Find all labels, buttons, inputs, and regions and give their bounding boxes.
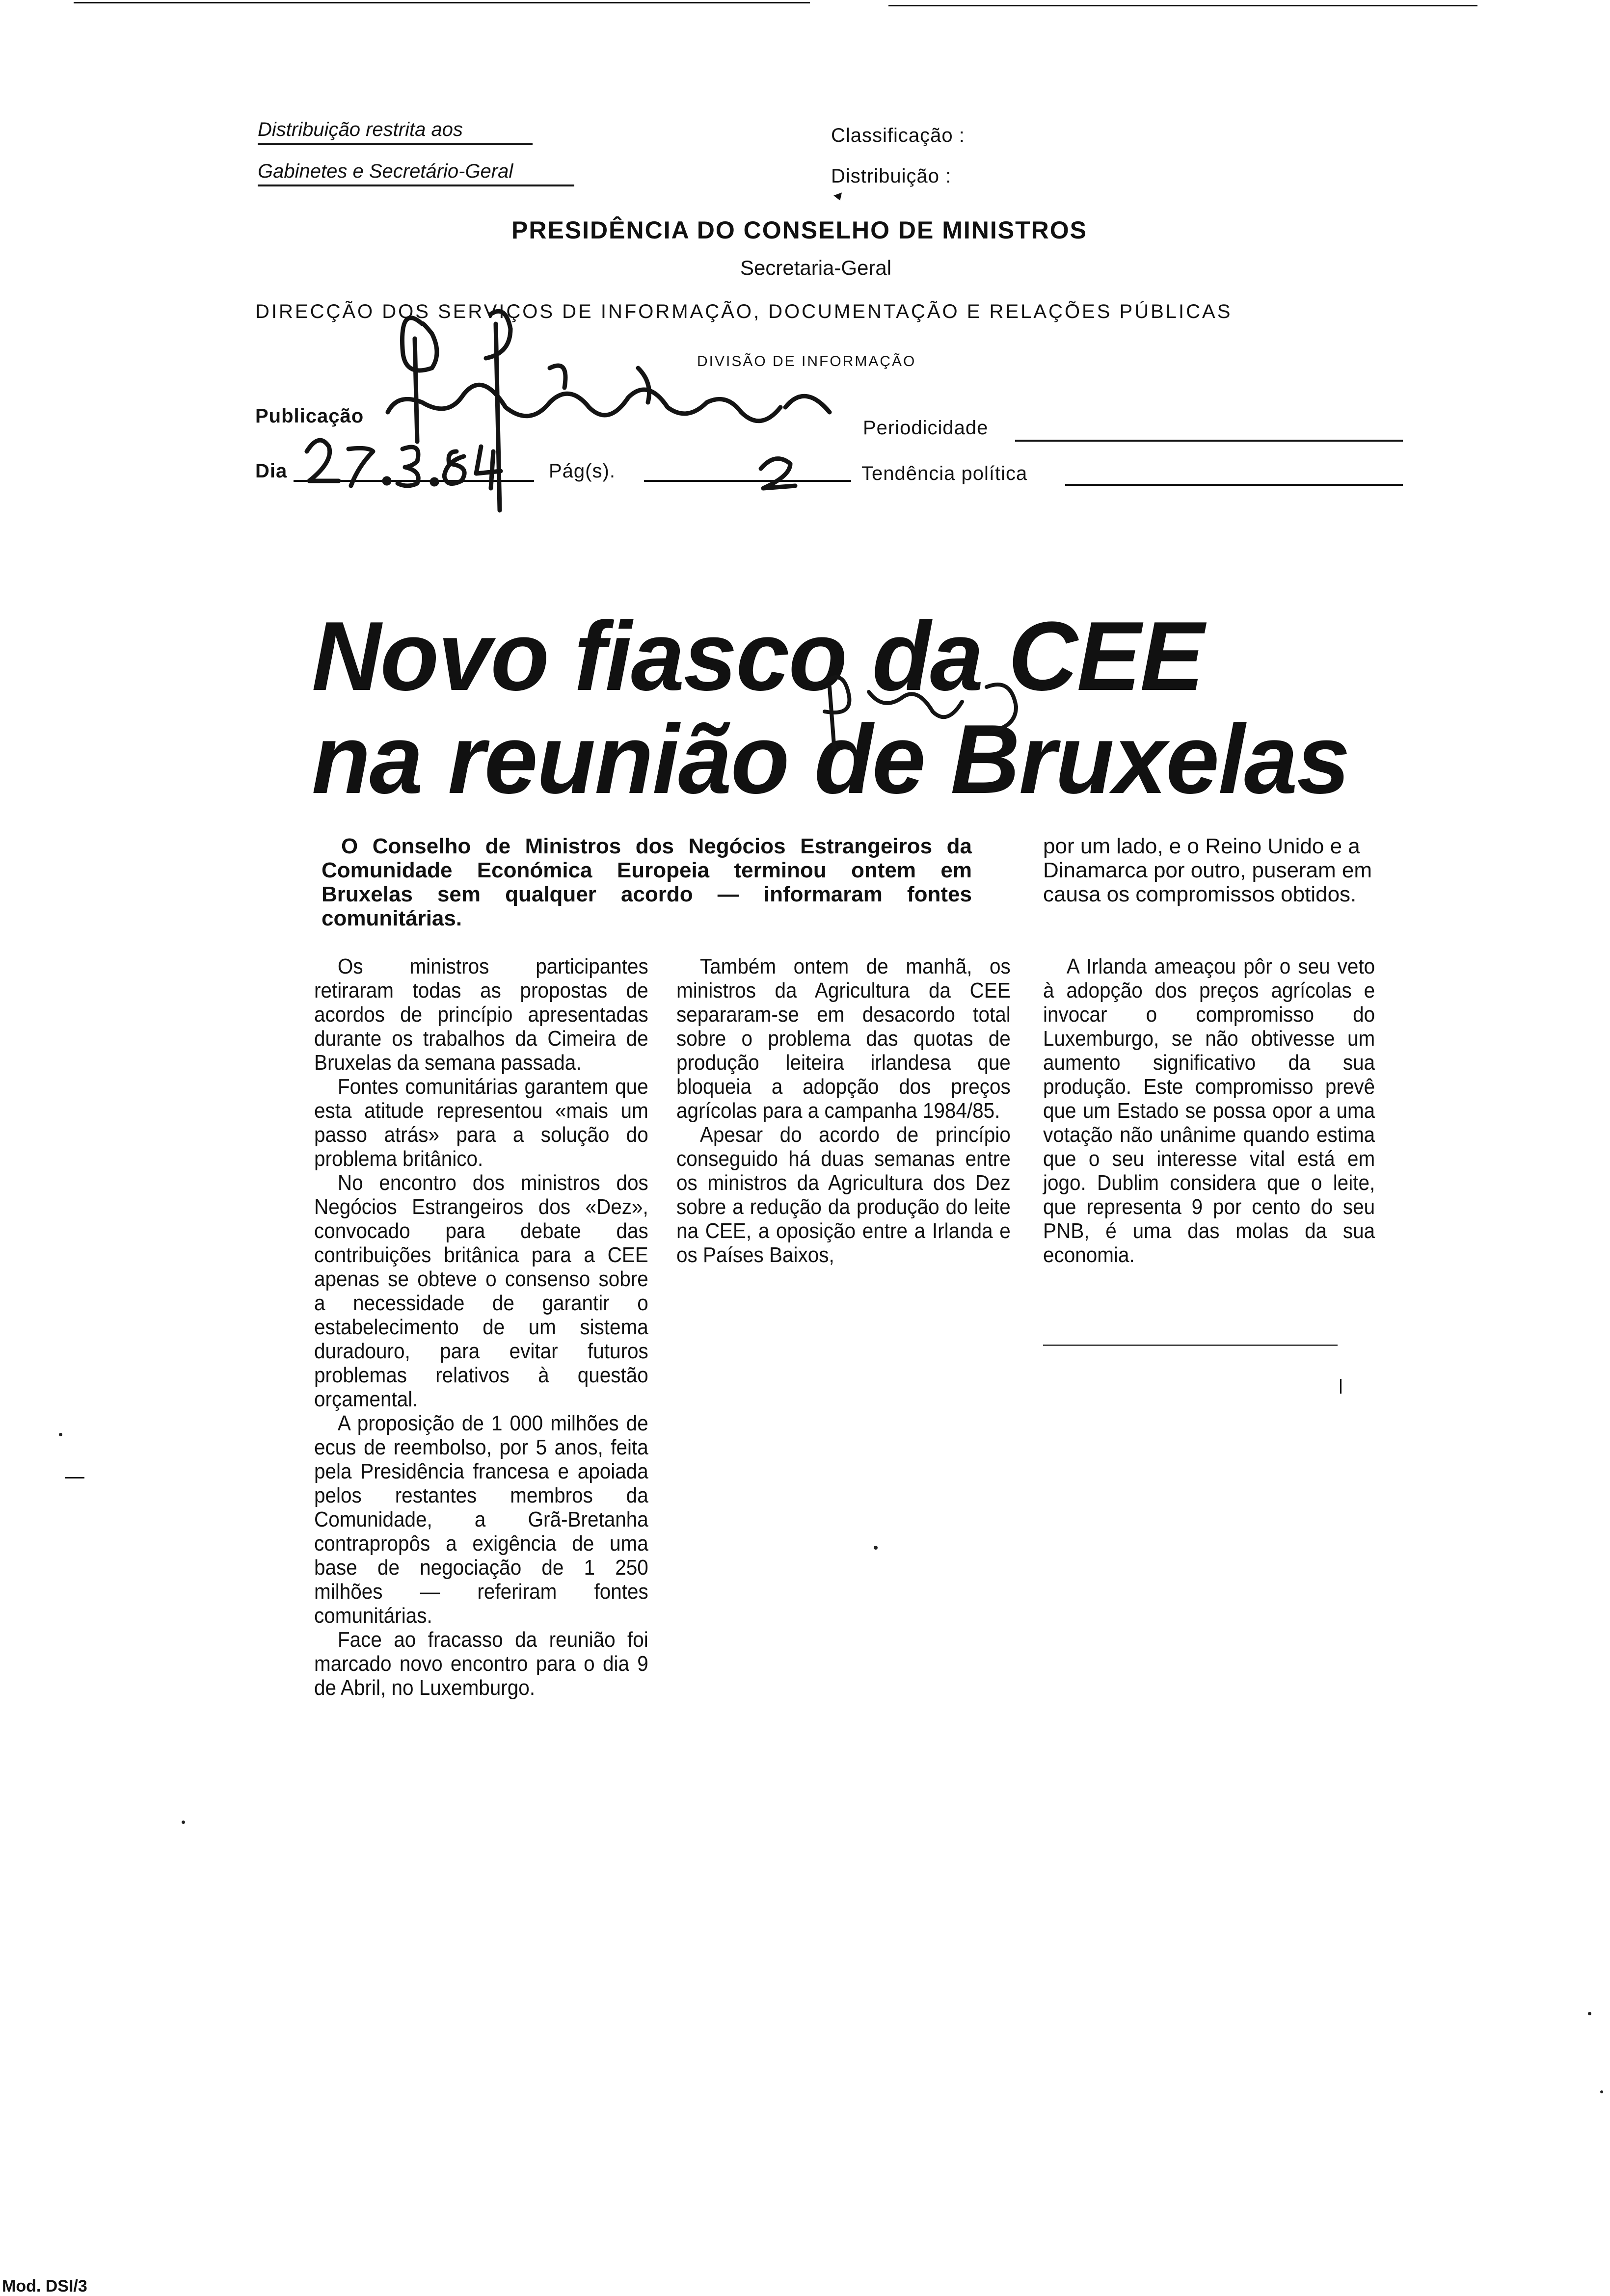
article-end-rule (1043, 1345, 1338, 1346)
col1-paragraph-4: A proposição de 1 000 milhões de ecus de reembolso, por 5 anos, feita pela Presidência francesa e apoiada pelos restantes membros da Comunidade, a Grã-Bretanha contrapropôs a exigência de uma base de negociação de 1 250 milhões — referiram fontes comunitárias. (314, 1411, 648, 1628)
article-lead: O Conselho de Ministros dos Negócios Estrangeiros da Comunidade Económica Europeia terminou ontem em Bruxelas sem qualquer acordo — informaram fontes comunitárias. (322, 834, 972, 930)
lead-continuation: por um lado, e o Reino Unido e a Dinamarca por outro, puseram em causa os compromissos obtidos. (1043, 834, 1372, 906)
top-border-right (888, 5, 1477, 6)
headline-line-1: Novo fiasco da CEE (312, 602, 1204, 711)
col3-paragraph-1: A Irlanda ameaçou pôr o seu veto à adopção dos preços agrícolas e invocar o compromisso do Luxemburgo, se não obtivesse um aumento significativo da sua produção. Este compromisso prevê que um Estado se possa opor a uma votação não unânime quando estima que o seu interesse vital está em jogo. Dublim considera que o leite, que representa 9 por cento do seu PNB, é uma das molas da sua economia. (1043, 954, 1375, 1267)
col2-paragraph-1: Também ontem de manhã, os ministros da Agricultura da CEE separaram-se em desacordo total sobre o problema das quotas de produção leiteira irlandesa que bloqueia a adopção dos preços agrícolas para a campanha 1984/85. (676, 954, 1011, 1123)
distribuicao-label: Distribuição : (831, 165, 952, 187)
col1-paragraph-3: No encontro dos ministros dos Negócios Estrangeiros dos «Dez», convocado para debate das contribuições britânica para a CEE apenas se obteve o consenso sobre a necessidade de garantir o estabelecimento de um sistema duradouro, para evitar futuros problemas relativos à questão orçamental. (314, 1171, 648, 1411)
col1-paragraph-2: Fontes comunitárias garantem que esta atitude representou «mais um passo atrás» para a solução do problema britânico. (314, 1075, 648, 1171)
organization-title: PRESIDÊNCIA DO CONSELHO DE MINISTROS (511, 216, 1088, 244)
periodicidade-fill-line (1015, 440, 1403, 442)
top-border-left (74, 2, 810, 3)
division-title: DIVISÃO DE INFORMAÇÃO (697, 353, 916, 369)
restricted-distribution-line1: Distribuição restrita aos (258, 119, 463, 140)
col1-paragraph-5: Face ao fracasso da reunião foi marcado novo encontro para o dia 9 de Abril, no Luxemburgo. (314, 1628, 648, 1700)
form-code: Mod. DSI/3 (2, 2277, 87, 2296)
pags-fill-line (644, 480, 851, 482)
secretariat-title: Secretaria-Geral (740, 256, 892, 279)
restricted-distribution-line2: Gabinetes e Secretário-Geral (258, 160, 513, 182)
dia-fill-line (294, 480, 534, 482)
underline-restricted-2 (258, 185, 574, 186)
scan-speck (874, 1546, 878, 1550)
pags-label: Pág(s). (549, 460, 616, 482)
tendencia-fill-line (1065, 484, 1403, 486)
arrow-mark-icon (833, 192, 844, 202)
scan-speck (182, 1821, 185, 1824)
underline-restricted-1 (258, 143, 533, 145)
scan-dash (1340, 1379, 1342, 1394)
col1-paragraph-1: Os ministros participantes retiraram todas as propostas de acordos de princípio apresentadas durante os trabalhos da Cimeira de Bruxelas da semana passada. (314, 954, 648, 1075)
tendencia-label: Tendência política (861, 463, 1028, 484)
scan-speck (1600, 2090, 1603, 2093)
dia-label: Dia (255, 460, 288, 482)
periodicidade-label: Periodicidade (863, 417, 989, 439)
col2-paragraph-2: Apesar do acordo de princípio conseguido há duas semanas entre os ministros da Agricultura dos Dez sobre a redução da produção do leite na CEE, a oposição entre a Irlanda e os Países Baixos, (676, 1123, 1011, 1267)
publicacao-label: Publicação (255, 405, 364, 427)
scan-dash (65, 1477, 84, 1478)
scan-speck (1588, 2012, 1591, 2015)
scan-speck (59, 1433, 62, 1436)
department-line: DIRECÇÃO DOS SERVIÇOS DE INFORMAÇÃO, DOCUMENTAÇÃO E RELAÇÕES PÚBLICAS (255, 301, 1233, 322)
article-column-3 (1043, 954, 1375, 1267)
article-column-1 (314, 954, 648, 1700)
headline-line-2: na reunião de Bruxelas (312, 705, 1349, 814)
article-column-2 (676, 954, 1011, 1267)
classificacao-label: Classificação : (831, 125, 965, 146)
handwritten-annotation (275, 294, 884, 520)
